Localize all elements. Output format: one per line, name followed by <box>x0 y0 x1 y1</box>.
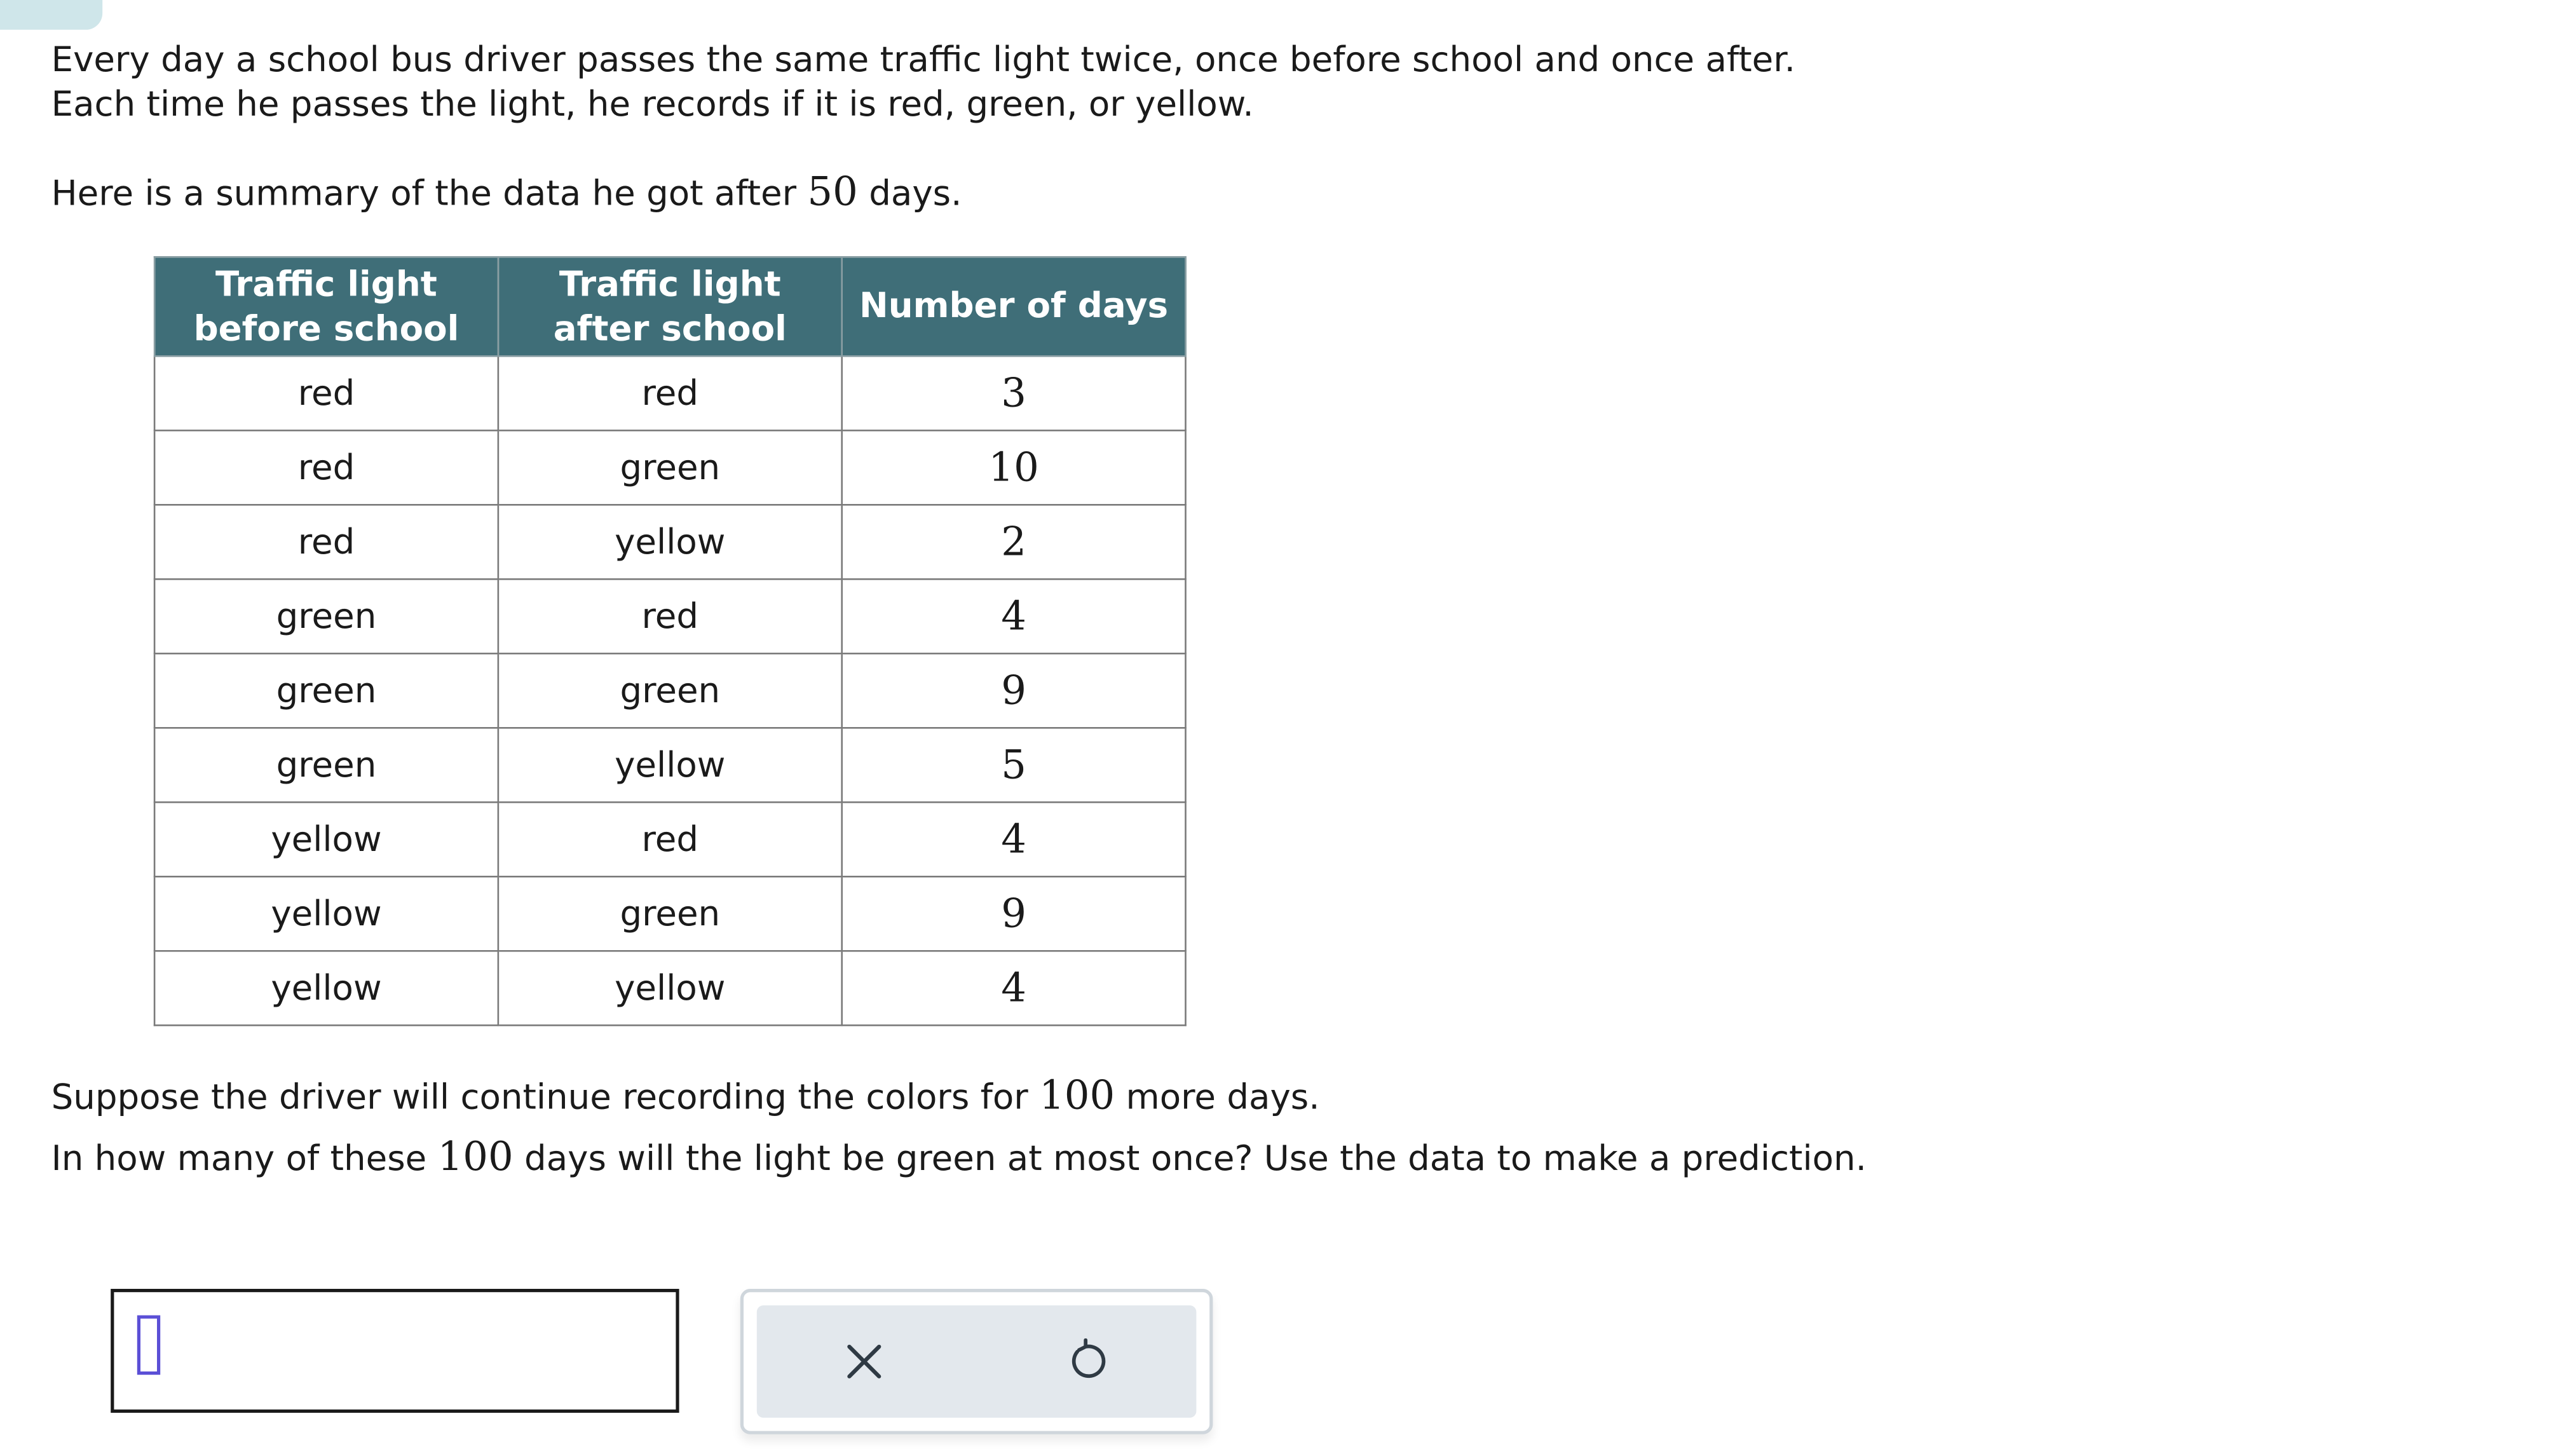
cell-days: 3 <box>842 356 1186 430</box>
answer-input[interactable] <box>111 1289 679 1413</box>
table-row <box>154 802 1185 876</box>
table-row <box>154 653 1185 728</box>
question-2-start: In how many of these <box>51 1138 438 1178</box>
header-number-of-days <box>842 257 1186 356</box>
status-tab <box>0 0 102 30</box>
traffic-light-table <box>154 256 1187 1026</box>
clear-button[interactable] <box>831 1328 897 1394</box>
summary-text-start: Here is a summary of the data he got after <box>51 173 808 214</box>
cell-before: yellow <box>154 802 498 876</box>
header-before-line-1: Traffic light <box>215 263 437 304</box>
cell-after: yellow <box>498 505 842 579</box>
cell-after: red <box>498 802 842 876</box>
cell-days: 4 <box>842 951 1186 1025</box>
cell-before: green <box>154 653 498 728</box>
intro-line-2: Each time he passes the light, he records if it is red, green, or yellow. <box>51 84 1254 124</box>
summary-line <box>51 168 962 216</box>
undo-icon <box>1063 1338 1109 1385</box>
question-1-number: 100 <box>1039 1072 1115 1119</box>
question-2-end: days will the light be green at most once? Use the data to make a prediction. <box>513 1138 1867 1178</box>
header-before-line-2: before school <box>193 308 459 348</box>
header-after-line-1: Traffic light <box>559 263 781 304</box>
table-row <box>154 876 1185 951</box>
table-row <box>154 356 1185 430</box>
table-row <box>154 505 1185 579</box>
cell-after: red <box>498 356 842 430</box>
cell-days: 5 <box>842 728 1186 802</box>
cell-after: yellow <box>498 951 842 1025</box>
header-days-label: Number of days <box>859 285 1169 326</box>
cell-after: green <box>498 430 842 505</box>
summary-days-number: 50 <box>807 168 858 215</box>
intro-line-1: Every day a school bus driver passes the same traffic light twice, once before school and once after. <box>51 39 1796 79</box>
header-after-school <box>498 257 842 356</box>
cell-before: red <box>154 356 498 430</box>
table-row <box>154 728 1185 802</box>
question-line-2 <box>51 1134 1867 1181</box>
cell-after: yellow <box>498 728 842 802</box>
cell-days: 4 <box>842 579 1186 653</box>
question-1-start: Suppose the driver will continue recording the colors for <box>51 1077 1040 1117</box>
text-cursor <box>137 1316 160 1375</box>
cell-days: 2 <box>842 505 1186 579</box>
table-row <box>154 579 1185 653</box>
table-row <box>154 430 1185 505</box>
cell-after: red <box>498 579 842 653</box>
cell-before: red <box>154 430 498 505</box>
question-2-number: 100 <box>437 1133 514 1180</box>
cell-days: 10 <box>842 430 1186 505</box>
header-after-line-2: after school <box>553 308 787 348</box>
summary-text-end: days. <box>857 173 962 214</box>
cell-before: green <box>154 728 498 802</box>
cell-after: green <box>498 653 842 728</box>
header-before-school <box>154 257 498 356</box>
table-header-row <box>154 257 1185 356</box>
undo-button[interactable] <box>1052 1328 1119 1394</box>
question-line-1 <box>51 1072 1320 1120</box>
question-1-end: more days. <box>1115 1077 1320 1117</box>
cell-before: yellow <box>154 876 498 951</box>
answer-controls <box>740 1289 1213 1434</box>
cell-after: green <box>498 876 842 951</box>
close-icon <box>843 1340 886 1384</box>
cell-days: 9 <box>842 653 1186 728</box>
cell-before: red <box>154 505 498 579</box>
cell-days: 4 <box>842 802 1186 876</box>
cell-days: 9 <box>842 876 1186 951</box>
cell-before: green <box>154 579 498 653</box>
controls-panel <box>757 1305 1197 1418</box>
table-row <box>154 951 1185 1025</box>
cell-before: yellow <box>154 951 498 1025</box>
